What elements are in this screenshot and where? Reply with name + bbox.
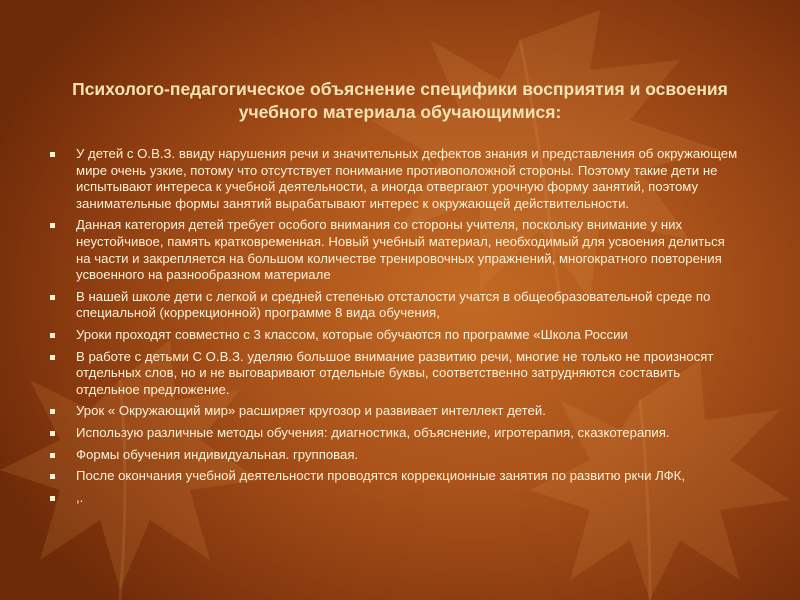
bullet-icon	[50, 333, 55, 338]
list-item: После окончания учебной деятельности проводятся коррекционные занятия по развитю ркчи ЛФК,	[50, 468, 740, 485]
bullet-icon	[50, 496, 55, 501]
bullet-icon	[50, 453, 55, 458]
list-item: Уроки проходят совместно с 3 классом, которые обучаются по программе «Школа России	[50, 327, 740, 344]
bullet-icon	[50, 152, 55, 157]
list-item: В работе с детьми С О.В.З. уделяю большое внимание развитию речи, многие не только не произносят отдельных слов, но и не выговаривают отдельные буквы, соответственно затрудняются составить отдельное предложение.	[50, 349, 740, 399]
list-item: ,.	[50, 490, 740, 507]
bullet-icon	[50, 223, 55, 228]
bullet-icon	[50, 295, 55, 300]
list-item: Формы обучения индивидуальная. групповая.	[50, 447, 740, 464]
bullet-icon	[50, 409, 55, 414]
list-item: Использую различные методы обучения: диагностика, объяснение, игротерапия, сказкотерапия.	[50, 425, 740, 442]
list-item: У детей с О.В.З. ввиду нарушения речи и значительных дефектов знания и представления об окружающем мире очень узкие, потому что отсутствует понимание противоположной стороны. Поэтому такие дети не испытывают интереса к учебной деятельности, а иногда отвергают урочную форму занятий, поэтому занимательные формы занятий вырабатывают интерес к окружающей действительности.	[50, 146, 740, 212]
bullet-list	[50, 146, 740, 511]
list-item: В нашей школе дети с легкой и средней степенью отсталости учатся в общеобразовательной среде по специальной (коррекционной) программе 8 вида обучения,	[50, 289, 740, 322]
slide-title: Психолого-педагогическое объяснение специфики восприятия и освоения учебного материала обучающимися:	[72, 79, 728, 122]
bullet-icon	[50, 355, 55, 360]
list-item: Данная категория детей требует особого внимания со стороны учителя, поскольку внимание у них неустойчивое, память кратковременная. Новый учебный материал, необходимый для усвоения делиться на части и закрепляется на большом количестве тренировочных упражнений, многократного повторения усвоенного на разнообразном материале	[50, 217, 740, 283]
bullet-icon	[50, 431, 55, 436]
bullet-icon	[50, 474, 55, 479]
list-item: Урок « Окружающий мир» расширяет кругозор и развивает интеллект детей.	[50, 403, 740, 420]
